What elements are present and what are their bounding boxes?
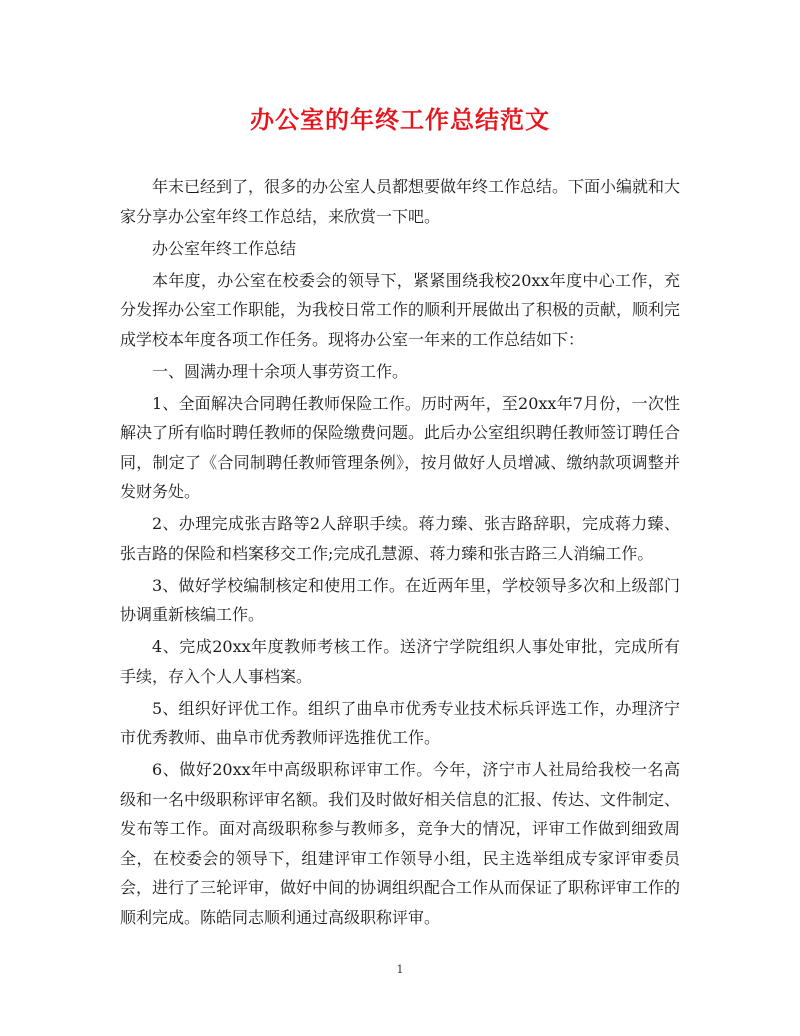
paragraph-item-5: 5、组织好评优工作。组织了曲阜市优秀专业技术标兵评选工作，办理济宁市优秀教师、曲阜市优秀教师评选推优工作。 [120, 698, 680, 747]
document-body [120, 172, 680, 935]
paragraph-item-1: 1、全面解决合同聘任教师保险工作。历时两年，至20xx年7月份，一次性解决了所有临时聘任教师的保险缴费问题。此后办公室组织聘任教师签订聘任合同，制定了《合同制聘任教师管理条例》，按月做好人员增减、缴纳款项调整并发财务处。 [120, 393, 681, 501]
paragraph-item-6: 6、做好20xx年中高级职称评审工作。今年，济宁市人社局给我校一名高级和一名中级职称评审名额。我们及时做好相关信息的汇报、传达、文件制定、发布等工作。面对高级职称参与教师多，竞争大的情况，评审工作做到细致周全，在校委会的领导下，组建评审工作领导小组，民主选举组成专家评审委员会，进行了三轮评审，做好中间的协调组织配合工作从而保证了职称评审工作的顺利完成。陈皓同志顺利通过高级职称评审。 [120, 760, 681, 927]
paragraph-item-4: 4、完成20xx年度教师考核工作。送济宁学院组织人事处审批，完成所有手续，存入个人人事档案。 [120, 637, 680, 686]
page-number: 1 [396, 963, 404, 976]
paragraph-item-3: 3、做好学校编制核定和使用工作。在近两年里，学校领导多次和上级部门协调重新核编工作。 [120, 575, 680, 624]
section-heading-1: 一、圆满办理十余项人事劳资工作。 [152, 361, 409, 381]
page-title: 办公室的年终工作总结范文 [250, 105, 550, 134]
paragraph-overview: 本年度，办公室在校委会的领导下，紧紧围绕我校20xx年度中心工作，充分发挥办公室工作职能，为我校日常工作的顺利开展做出了积极的贡献，顺利完成学校本年度各项工作任务。现将办公室一年来的工作总结如下： [120, 270, 681, 349]
paragraph-item-2: 2、办理完成张吉路等2人辞职手续。蒋力臻、张吉路辞职，完成蒋力臻、张吉路的保险和档案移交工作;完成孔慧源、蒋力臻和张吉路三人消编工作。 [120, 514, 680, 563]
paragraph-subtitle: 办公室年终工作总结 [152, 238, 297, 258]
paragraph-intro: 年末已经到了，很多的办公室人员都想要做年终工作总结。下面小编就和大家分享办公室年终工作总结，来欣赏一下吧。 [120, 177, 681, 226]
